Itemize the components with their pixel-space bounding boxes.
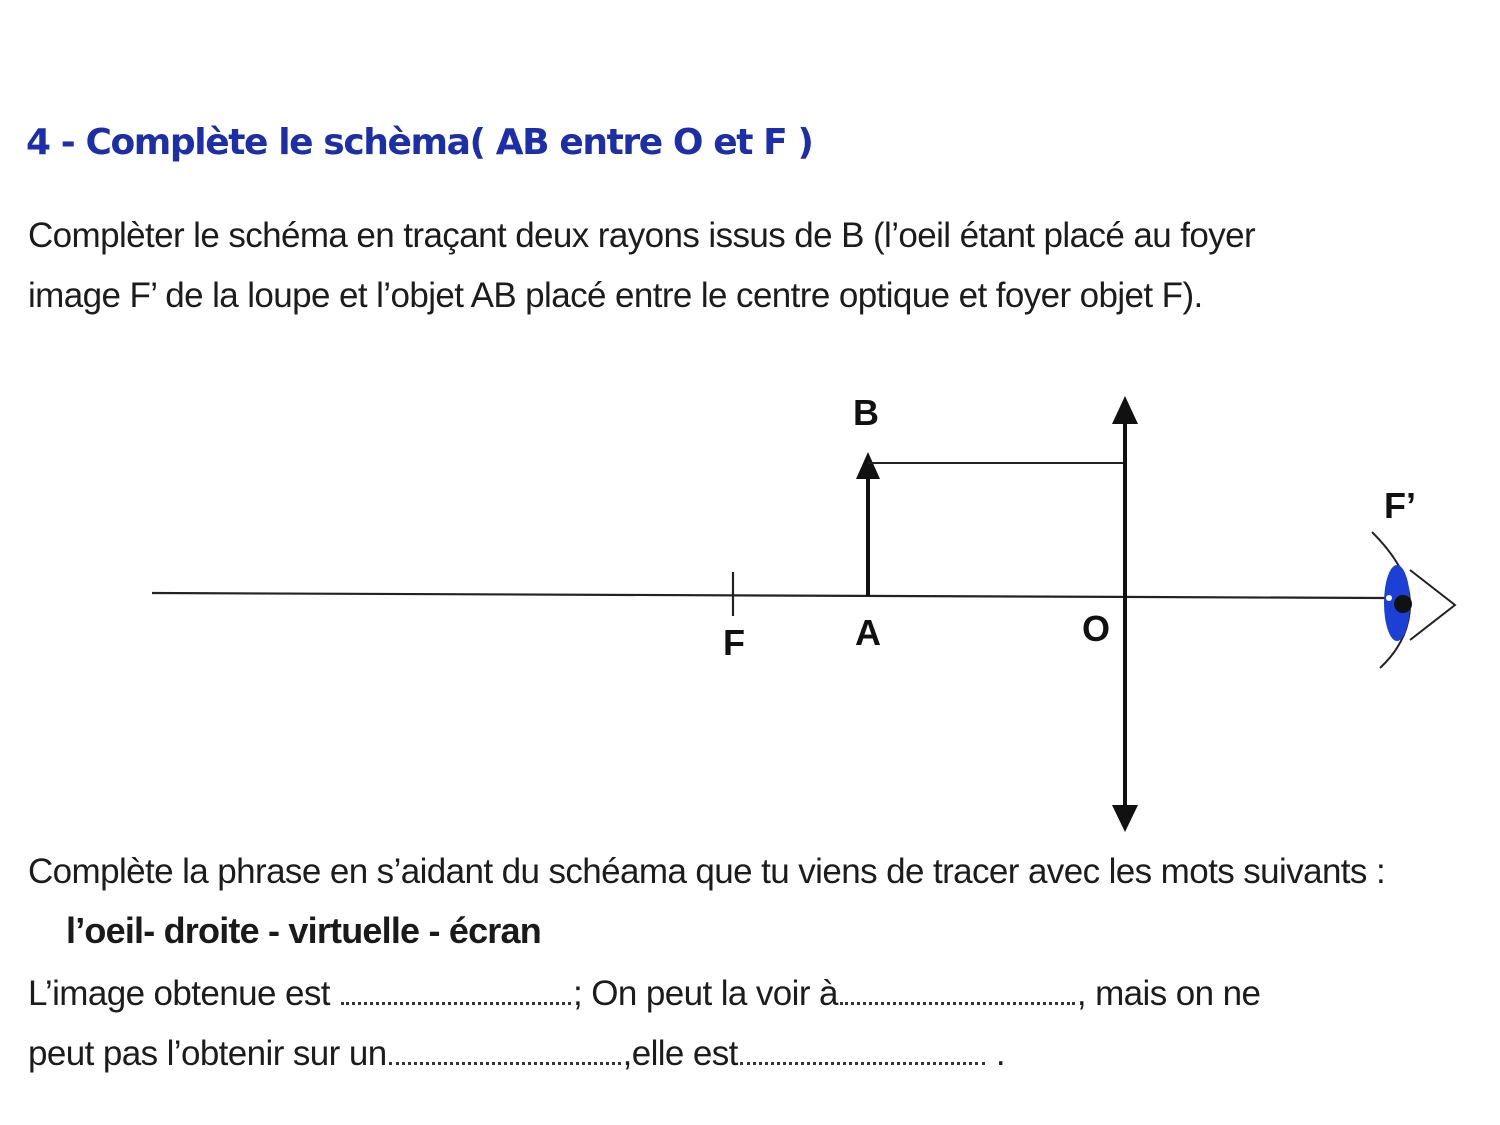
blank-surface[interactable]	[389, 1032, 621, 1065]
sentence-line-1	[28, 972, 1260, 1014]
word-bank: l’oeil- droite - virtuelle - écran	[66, 910, 541, 951]
optical-axis	[152, 593, 1385, 598]
sentence-1-text-b: ; On peut la voir à	[573, 973, 838, 1013]
arrow-up-icon	[856, 452, 880, 479]
label-f: F	[723, 622, 745, 663]
blank-image-nature[interactable]	[740, 1032, 985, 1065]
instruction-line-2: image F’ de la loupe et l’objet AB placé entre le centre optique et foyer objet F).	[28, 276, 1203, 315]
sentence-line-2	[28, 1032, 1005, 1074]
sentence-1-text-a: L’image obtenue est	[28, 973, 340, 1013]
label-o: O	[1081, 608, 1111, 649]
sentence-2-text-a: peut pas l’obtenir sur un	[28, 1033, 387, 1073]
label-a: A	[855, 612, 881, 653]
eye-icon	[1372, 532, 1455, 668]
exercise-title: 4 - Complète le schèma( AB entre O et F )	[26, 122, 813, 163]
label-f-prime: F’	[1384, 485, 1416, 526]
lens-arrow-up-icon	[1112, 396, 1138, 424]
sentence-2-text-c: .	[986, 1033, 1006, 1073]
blank-viewing-position[interactable]	[840, 972, 1075, 1005]
sentence-1-text-c: , mais on ne	[1076, 973, 1261, 1013]
arrow-down-icon	[1112, 805, 1138, 832]
instruction-line-1: Complèter le schéma en traçant deux rayons issus de B (l’oeil étant placé au foyer	[28, 216, 1256, 255]
blank-image-type[interactable]	[341, 972, 571, 1005]
sentence-2-text-b: ,elle est	[622, 1033, 738, 1073]
label-b: B	[853, 392, 879, 433]
completion-prompt: Complète la phrase en s’aidant du schéama que tu viens de tracer avec les mots suivants :	[28, 852, 1386, 891]
